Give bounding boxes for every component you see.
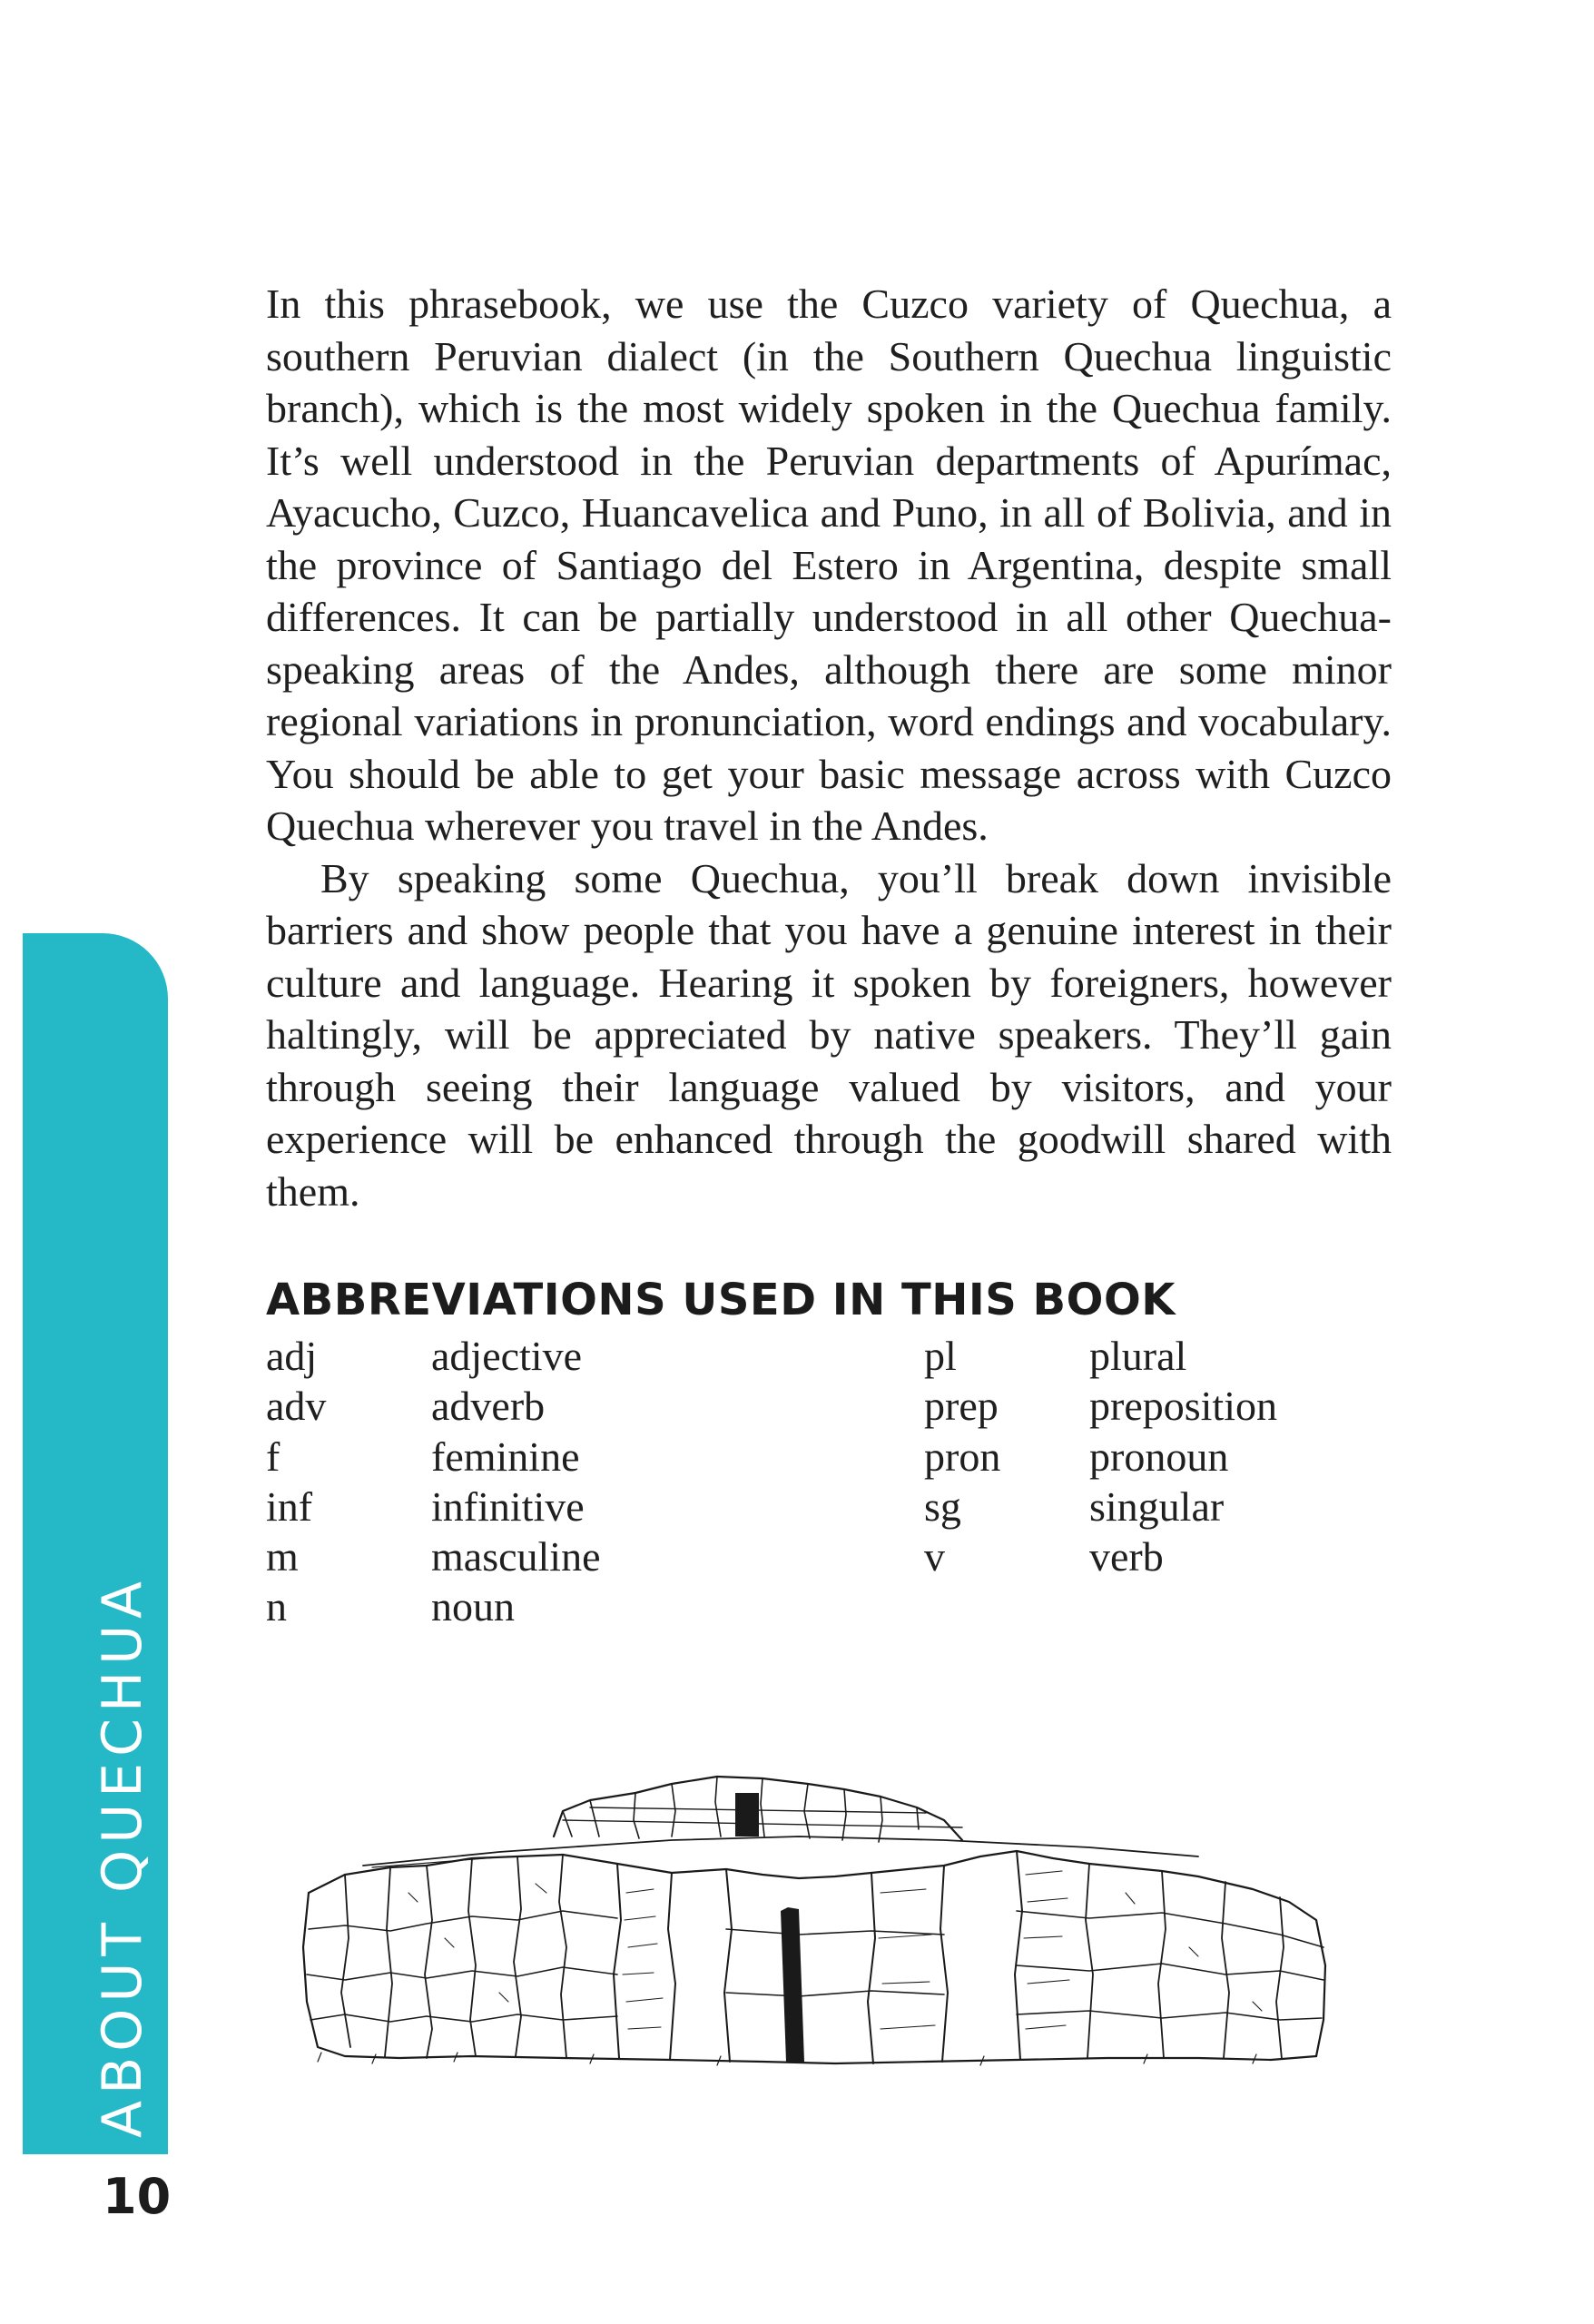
abbreviation-meaning: preposition (1089, 1383, 1277, 1430)
abbreviation-term: m (266, 1533, 299, 1581)
page-number: 10 (103, 2168, 172, 2225)
abbreviation-meaning: plural (1089, 1333, 1187, 1379)
abbreviations-left-column (266, 1331, 601, 1632)
abbreviation-row (924, 1531, 1277, 1581)
abbreviation-meaning: feminine (431, 1433, 580, 1480)
abbreviation-term: prep (924, 1383, 999, 1430)
abbreviation-row (924, 1482, 1277, 1531)
abbreviation-term: v (924, 1533, 945, 1581)
abbreviation-term: adj (266, 1333, 318, 1379)
abbreviation-row (266, 1581, 601, 1631)
abbreviation-term: f (266, 1433, 280, 1480)
abbreviation-meaning: noun (431, 1583, 515, 1630)
abbreviation-meaning: masculine (431, 1533, 601, 1581)
side-tab-label: ABOUT QUECHUA (91, 1574, 154, 2138)
paragraph-intro: In this phrasebook, we use the Cuzco variety of Quechua, a southern Peruvian dialect (in the Southern Quechua linguistic branch), which is the most widely spoken in the Quechua family. It’s well understood in the Peruvian departments of Apurímac, Ayacucho, Cuzco, Huancavelica and Puno, in all of Bolivia, and in the province of Santiago del Estero in Argentina, despite small differences. It can be partially understood in all other Quechua-speaking areas of the Andes, although there are some minor regional variations in pronunciation, word endings and vocabulary. You should be able to get your basic message across with Cuzco Quechua wherever you travel in the Andes. (266, 281, 1392, 849)
abbreviations-right-column (924, 1331, 1277, 1581)
abbreviation-meaning: singular (1089, 1482, 1225, 1530)
abbreviation-row (266, 1432, 601, 1482)
abbreviation-term: n (266, 1583, 287, 1630)
abbreviation-row (266, 1331, 601, 1381)
abbreviation-row (266, 1482, 601, 1531)
abbreviation-term: pl (924, 1333, 957, 1379)
abbreviation-meaning: pronoun (1089, 1433, 1229, 1480)
abbreviation-term: sg (924, 1482, 961, 1530)
paragraph-speaking: By speaking some Quechua, you’ll break down invisible barriers and show people that you have a genuine interest in their culture and language. Hearing it spoken by foreigners, however haltingly, will be appreciated by native speakers. They’ll gain through seeing their language valued by visitors, and your experience will be enhanced through the goodwill shared with them. (266, 854, 1392, 1215)
abbreviation-term: pron (924, 1433, 1001, 1480)
abbreviation-term: adv (266, 1383, 327, 1430)
body-text (266, 278, 1392, 1217)
abbreviation-term: inf (266, 1482, 313, 1530)
abbreviation-row (266, 1381, 601, 1431)
abbreviation-row (924, 1331, 1277, 1381)
abbreviation-meaning: infinitive (431, 1482, 585, 1530)
inca-stone-ruins-illustration (290, 1757, 1380, 2102)
abbreviation-row (266, 1531, 601, 1581)
abbreviation-meaning: adverb (431, 1383, 546, 1430)
abbreviation-meaning: adjective (431, 1333, 583, 1379)
abbreviation-meaning: verb (1089, 1533, 1164, 1581)
abbreviation-row (924, 1432, 1277, 1482)
abbreviations-heading: ABBREVIATIONS USED IN THIS BOOK (266, 1275, 1176, 1325)
abbreviation-row (924, 1381, 1277, 1431)
